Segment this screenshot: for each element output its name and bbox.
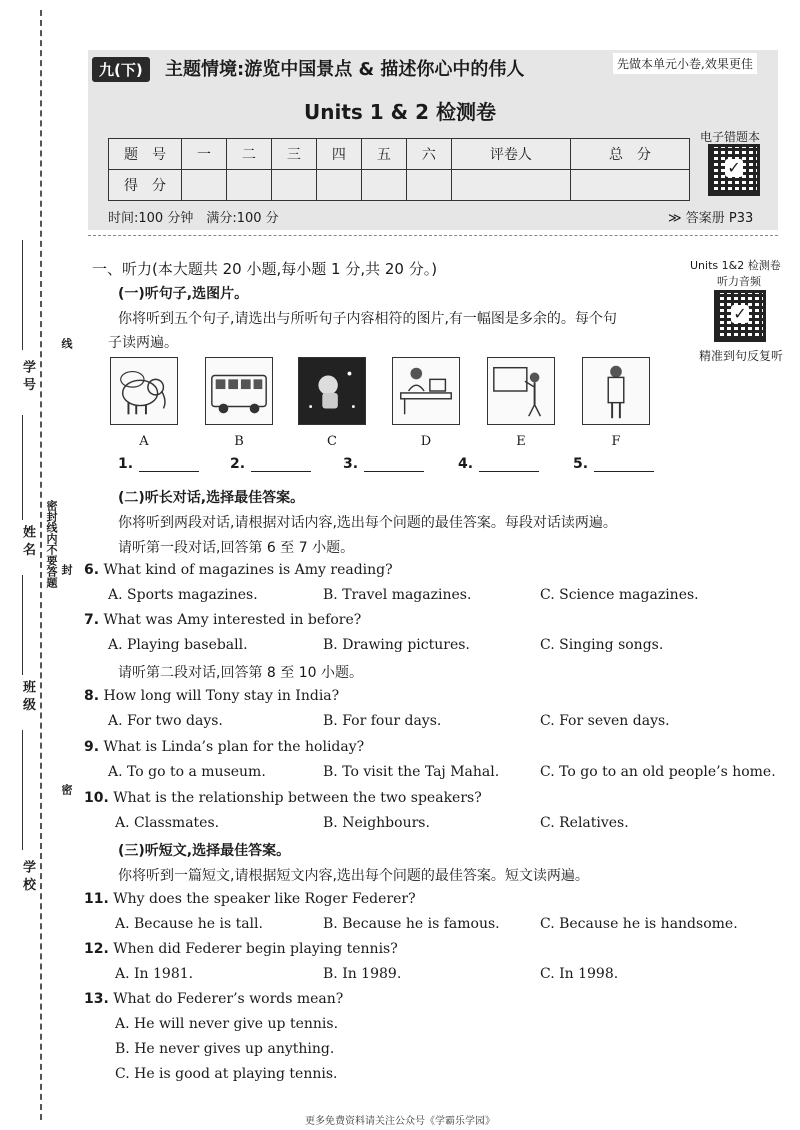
question-text: What was Amy interested in before? [103,612,362,628]
option-c[interactable]: C. Relatives. [540,815,629,831]
picture-bus [205,357,273,425]
answer-blank[interactable] [118,456,199,472]
question-text: What do Federer’s words mean? [113,991,344,1007]
question-number: 7. [84,612,100,628]
picture-label: C [327,434,337,449]
question [84,891,416,907]
picture-teacher [487,357,555,425]
question-number: 6. [84,562,100,578]
question-number: 13. [84,991,109,1007]
desk-icon [393,358,459,424]
blank-number: 1. [118,456,134,472]
header-hint: 先做本单元小卷,效果更佳 [613,53,757,74]
option-a[interactable]: A. Sports magazines. [108,587,258,603]
question [84,612,361,628]
answer-blank[interactable] [343,456,424,472]
school-line [22,730,23,850]
option-b[interactable]: B. In 1989. [323,966,402,982]
part1-instruction: 你将听到五个句子,请选出与所听句子内容相符的图片,有一幅图是多余的。每个句 [118,311,617,327]
option-a[interactable]: A. Playing baseball. [108,637,248,653]
picture-label: D [420,434,432,449]
blank-number: 2. [230,456,246,472]
question-number: 12. [84,941,109,957]
question-text: What is the relationship between the two speakers? [113,790,482,806]
question-text: Why does the speaker like Roger Federer? [113,891,416,907]
picture-astronaut [298,357,366,425]
part3-instruction: 你将听到一篇短文,请根据短文内容,选出每个问题的最佳答案。短文读两遍。 [118,868,589,884]
binding-warning: 密封线内不要答题 [45,500,58,588]
option-b[interactable]: B. To visit the Taj Mahal. [323,764,500,780]
picture-label: A [139,434,149,449]
name-line [22,415,23,520]
option-c[interactable]: C. Singing songs. [540,637,664,653]
score-input-cell[interactable] [226,170,271,201]
picture-elephants [110,357,178,425]
section-heading: 一、听力(本大题共 20 小题,每小题 1 分,共 20 分。) [92,260,438,278]
bus-icon [206,358,272,424]
option-b[interactable]: B. For four days. [323,713,442,729]
page-footer: 更多免费资料请关注公众号《学霸乐学园》 [305,1116,495,1127]
answer-blank[interactable] [230,456,311,472]
dialog1-instruction: 请听第一段对话,回答第 6 至 7 小题。 [118,540,355,556]
student-no-label: 学 号 [20,360,35,391]
blank-line[interactable] [139,457,199,472]
picture-label: B [234,434,244,449]
blackboard-icon [488,358,554,424]
option-b[interactable]: B. Neighbours. [323,815,430,831]
option-c[interactable]: C. Science magazines. [540,587,699,603]
answer-blank[interactable] [458,456,539,472]
score-table-row [109,139,690,170]
picture-office-worker [392,357,460,425]
question-text: What kind of magazines is Amy reading? [103,562,393,578]
blank-line[interactable] [479,457,539,472]
question-text: What is Linda’s plan for the holiday? [103,739,365,755]
qr2-label-3: 精准到句反复听 [699,349,784,363]
option-b[interactable]: B. He never gives up anything. [115,1041,335,1057]
option-a[interactable]: A. He will never give up tennis. [115,1016,339,1032]
score-input-cell[interactable] [361,170,406,201]
question-text: When did Federer begin playing tennis? [113,941,398,957]
option-b[interactable]: B. Drawing pictures. [323,637,470,653]
question-text: How long will Tony stay in India? [103,688,340,704]
option-c[interactable]: C. For seven days. [540,713,670,729]
qr-code-icon[interactable] [714,290,766,342]
blank-number: 3. [343,456,359,472]
grade-tag: 九(下) [92,57,150,82]
option-a[interactable]: A. In 1981. [115,966,194,982]
picture-label: E [516,434,526,449]
qr2-label-2: 听力音频 [717,275,761,288]
option-a[interactable]: A. To go to a museum. [108,764,266,780]
answer-ref: ≫ 答案册 P33 [668,211,754,226]
option-c[interactable]: C. In 1998. [540,966,619,982]
theme-title: 主题情境:游览中国景点 & 描述你心中的伟人 [165,59,525,80]
time-score: 时间:100 分钟 满分:100 分 [108,211,279,226]
class-label: 班 级 [20,680,35,711]
score-input-cell[interactable] [570,170,689,201]
option-b[interactable]: B. Travel magazines. [323,587,472,603]
part2-title: (二)听长对话,选择最佳答案。 [118,490,305,506]
question-number: 9. [84,739,100,755]
header-divider [88,235,778,236]
picture-label: F [611,434,621,449]
blank-number: 5. [573,456,589,472]
question [84,562,393,578]
score-cell: 题 号 [109,139,182,170]
qr-code-icon[interactable] [708,144,760,196]
score-cell: 得 分 [109,170,182,201]
option-c[interactable]: C. He is good at playing tennis. [115,1066,338,1082]
score-cell: 总 分 [570,139,689,170]
elephant-icon [111,358,177,424]
score-cell: 一 [182,139,227,170]
option-c[interactable]: C. To go to an old people’s home. [540,764,776,780]
score-cell: 二 [226,139,271,170]
name-label: 姓 名 [20,525,35,556]
score-cell: 四 [316,139,361,170]
qr1-label: 电子错题本 [700,130,761,144]
part3-title: (三)听短文,选择最佳答案。 [118,843,291,859]
question [84,739,364,755]
blank-line[interactable] [251,457,311,472]
binding-mark-line: 线 [60,338,73,349]
score-table-row [109,170,690,201]
score-input-cell[interactable] [406,170,451,201]
part2-instruction: 你将听到两段对话,请根据对话内容,选出每个问题的最佳答案。每段对话读两遍。 [118,515,617,531]
question-number: 10. [84,790,109,806]
option-a[interactable]: A. Because he is tall. [115,916,263,932]
check-icon: ✓ [731,305,749,323]
question-number: 11. [84,891,109,907]
binding-dashed-line [40,10,42,1120]
binding-mark-seal: 封 [60,564,73,575]
astronaut-icon [299,358,365,424]
blank-line[interactable] [594,457,654,472]
score-cell: 五 [361,139,406,170]
option-a[interactable]: A. For two days. [108,713,223,729]
question-number: 8. [84,688,100,704]
blank-number: 4. [458,456,474,472]
question [84,790,482,806]
school-label: 学 校 [20,860,35,891]
class-line [22,575,23,675]
check-icon: ✓ [725,159,743,177]
option-b[interactable]: B. Because he is famous. [323,916,500,932]
option-a[interactable]: A. Classmates. [115,815,220,831]
question [84,941,398,957]
answer-blank[interactable] [573,456,654,472]
score-cell: 三 [271,139,316,170]
part1-title: (一)听句子,选图片。 [118,286,249,302]
binding-mark-secret: 密 [60,784,73,795]
part1-instruction-2: 子读两遍。 [108,335,178,351]
score-input-cell[interactable] [271,170,316,201]
score-table [108,138,690,201]
score-input-cell[interactable] [182,170,227,201]
question [84,991,343,1007]
score-input-cell[interactable] [316,170,361,201]
picture-doctor [582,357,650,425]
score-cell: 评卷人 [451,139,570,170]
qr2-label-1: Units 1&2 检测卷 [690,259,781,272]
dialog2-instruction: 请听第二段对话,回答第 8 至 10 小题。 [118,665,363,681]
score-input-cell[interactable] [451,170,570,201]
exam-title: Units 1 & 2 检测卷 [304,100,496,124]
score-cell: 六 [406,139,451,170]
question [84,688,339,704]
student-no-line [22,240,23,350]
option-c[interactable]: C. Because he is handsome. [540,916,738,932]
blank-line[interactable] [364,457,424,472]
doctor-icon [583,358,649,424]
